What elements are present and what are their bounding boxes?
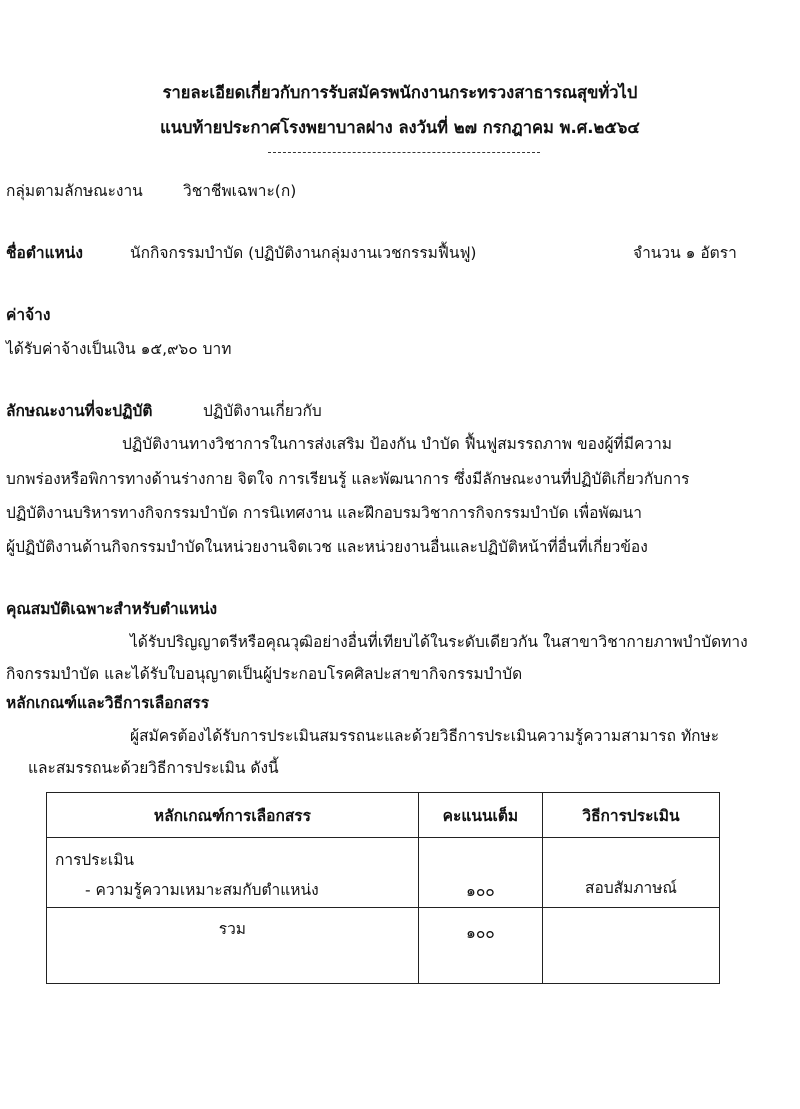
duties-line: ปฏิบัติงานบริหารทางกิจกรรมบำบัด การนิเทศงาน และฝึกอบรมวิชาการกิจกรรมบำบัด เพื่อพัฒนา bbox=[6, 504, 642, 522]
selection-heading: หลักเกณฑ์และวิธีการเลือกสรร bbox=[6, 694, 210, 712]
job-group-label: กลุ่มตามลักษณะงาน bbox=[6, 182, 143, 200]
item-score: ๑๐๐ bbox=[418, 838, 542, 908]
total-label: รวม bbox=[47, 908, 419, 984]
job-group-value: วิชาชีพเฉพาะ(ก) bbox=[183, 182, 297, 200]
position-count: จำนวน ๑ อัตรา bbox=[633, 244, 737, 262]
duties-subheading: ปฏิบัติงานเกี่ยวกับ bbox=[203, 402, 322, 420]
column-header-method: วิธีการประเมิน bbox=[542, 793, 719, 838]
duties-line: ปฏิบัติงานทางวิชาการในการส่งเสริม ป้องกัน บำบัด ฟื้นฟูสมรรถภาพ ของผู้ที่มีความ bbox=[122, 435, 672, 453]
selection-line: และสมรรถนะด้วยวิธีการประเมิน ดังนี้ bbox=[28, 759, 279, 777]
qualifications-heading: คุณสมบัติเฉพาะสำหรับตำแหน่ง bbox=[6, 600, 218, 618]
duties-heading: ลักษณะงานที่จะปฏิบัติ bbox=[6, 402, 153, 420]
wage-heading: ค่าจ้าง bbox=[6, 306, 51, 324]
table-row bbox=[47, 838, 720, 908]
total-method-empty bbox=[542, 908, 719, 984]
position-value: นักกิจกรรมบำบัด (ปฏิบัติงานกลุ่มงานเวชกรรมฟื้นฟู) bbox=[130, 244, 477, 262]
qualifications-line: กิจกรรมบำบัด และได้รับใบอนุญาตเป็นผู้ประกอบโรคศิลปะสาขากิจกรรมบำบัด bbox=[6, 665, 523, 683]
position-label: ชื่อตำแหน่ง bbox=[6, 244, 83, 262]
total-score: ๑๐๐ bbox=[418, 908, 542, 984]
selection-line: ผู้สมัครต้องได้รับการประเมินสมรรถนะและด้วยวิธีการประเมินความรู้ความสามารถ ทักษะ bbox=[130, 727, 720, 745]
column-header-full-score: คะแนนเต็ม bbox=[418, 793, 542, 838]
table-header-row bbox=[47, 793, 720, 838]
title-divider bbox=[268, 152, 540, 153]
duties-line: บกพร่องหรือพิการทางด้านร่างกาย จิตใจ การเรียนรู้ และพัฒนาการ ซึ่งมีลักษณะงานที่ปฏิบัติเกี่ยวกับการ bbox=[6, 470, 690, 488]
item-method: สอบสัมภาษณ์ bbox=[542, 838, 719, 908]
column-header-criteria: หลักเกณฑ์การเลือกสรร bbox=[47, 793, 419, 838]
document-title-line2: แนบท้ายประกาศโรงพยาบาลฝาง ลงวันที่ ๒๗ กรกฎาคม พ.ศ.๒๕๖๔ bbox=[160, 118, 640, 137]
qualifications-line: ได้รับปริญญาตรีหรือคุณวุฒิอย่างอื่นที่เทียบได้ในระดับเดียวกัน ในสาขาวิชากายภาพบำบัดทาง bbox=[130, 633, 748, 651]
table-total-row bbox=[47, 908, 720, 984]
criteria-item: - ความรู้ความเหมาะสมกับตำแหน่ง bbox=[85, 881, 319, 899]
duties-line: ผู้ปฏิบัติงานด้านกิจกรรมบำบัดในหน่วยงานจิตเวช และหน่วยงานอื่นและปฏิบัติหน้าที่อื่นที่เกี่ยวข้อง bbox=[6, 538, 648, 556]
wage-text: ได้รับค่าจ้างเป็นเงิน ๑๕,๙๖๐ บาท bbox=[6, 340, 232, 358]
document-title-line1: รายละเอียดเกี่ยวกับการรับสมัครพนักงานกระทรวงสาธารณสุขทั่วไป bbox=[162, 83, 638, 102]
section-label: การประเมิน bbox=[55, 851, 135, 869]
selection-criteria-table bbox=[46, 792, 720, 984]
